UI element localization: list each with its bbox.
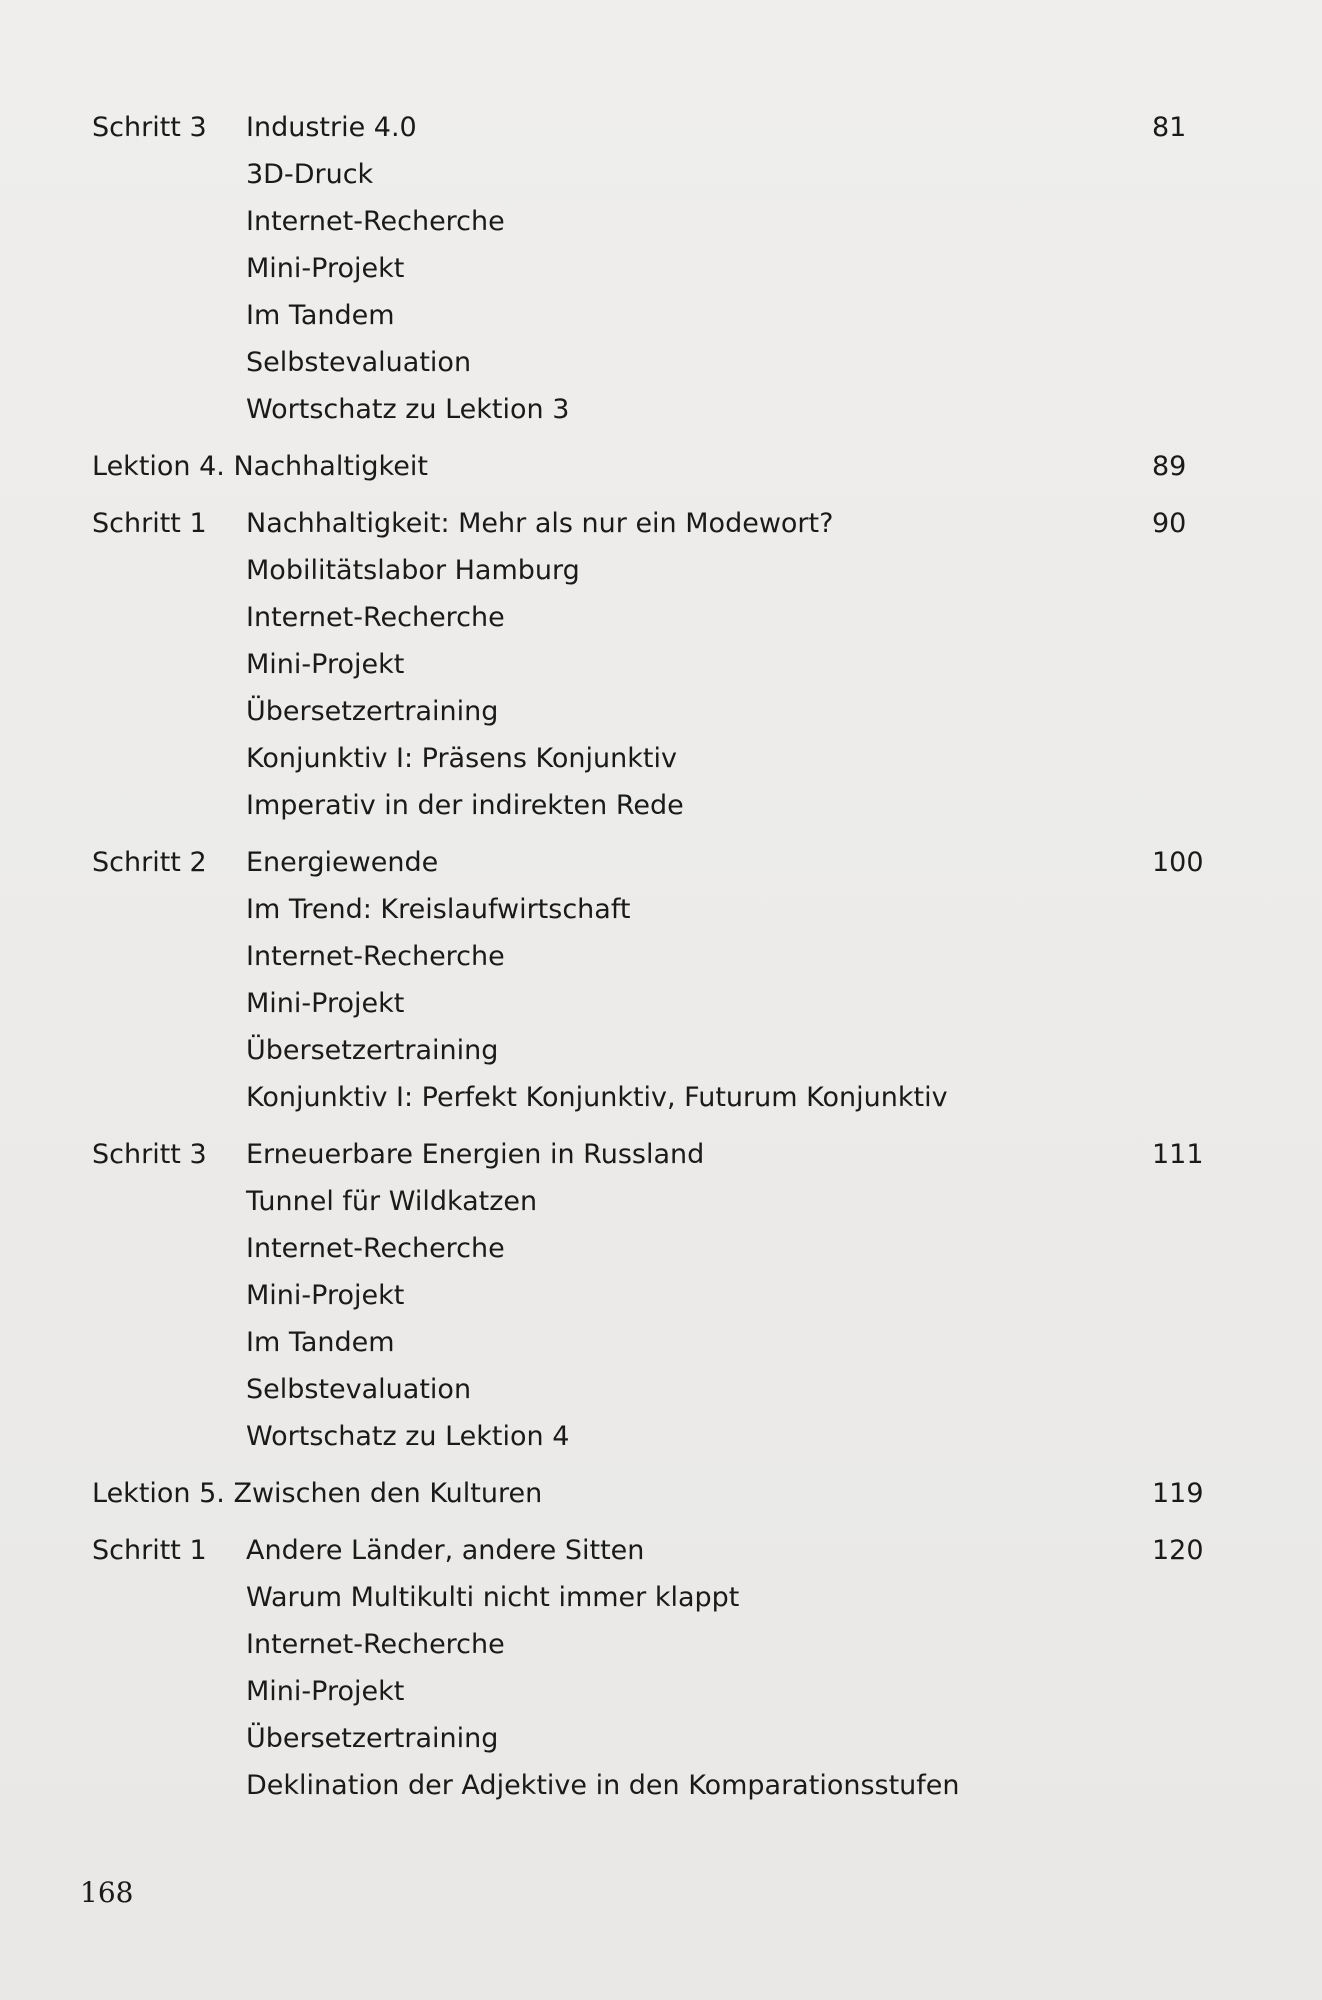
toc-item: Nachhaltigkeit: Mehr als nur ein Modewort? [246,508,834,539]
toc-item: Übersetzertraining [246,696,499,727]
toc-item: Andere Länder, andere Sitten [246,1535,645,1566]
toc-item: Internet-Recherche [246,206,505,237]
toc-item: Übersetzertraining [246,1723,499,1754]
toc-item: Internet-Recherche [246,941,505,972]
toc-item: Mini-Projekt [246,253,405,284]
toc-item: Internet-Recherche [246,1233,505,1264]
toc-item: Im Tandem [246,1327,395,1358]
toc-item: Imperativ in der indirekten Rede [246,790,684,821]
toc-item: Selbstevaluation [246,347,472,378]
toc-item: Mobilitätslabor Hamburg [246,555,580,586]
toc-item: Im Tandem [246,300,395,331]
toc-page-number: 100 [1152,847,1204,878]
toc-item: Im Trend: Kreislaufwirtschaft [246,894,631,925]
toc-item: 3D-Druck [246,159,374,190]
toc-item: Tunnel für Wildkatzen [246,1186,538,1217]
toc-item: Internet-Recherche [246,602,505,633]
step-label: Schritt 3 [92,1139,207,1170]
step-label: Schritt 3 [92,112,207,143]
toc-item: Wortschatz zu Lektion 3 [246,394,570,425]
page-number: 168 [80,1876,134,1909]
toc-item: Mini-Projekt [246,1280,405,1311]
toc-item: Wortschatz zu Lektion 4 [246,1421,570,1452]
toc-item: Mini-Projekt [246,1676,405,1707]
toc-page-number: 119 [1152,1478,1204,1509]
toc-page-number: 111 [1152,1139,1204,1170]
step-label: Schritt 1 [92,1535,207,1566]
toc-page-number: 89 [1152,451,1187,482]
toc-item: Erneuerbare Energien in Russland [246,1139,705,1170]
toc-page-number: 81 [1152,112,1187,143]
toc-page-number: 90 [1152,508,1187,539]
step-label: Schritt 1 [92,508,207,539]
toc-item: Übersetzertraining [246,1035,499,1066]
toc-item: Energiewende [246,847,439,878]
toc-item: Warum Multikulti nicht immer klappt [246,1582,740,1613]
toc-item: Konjunktiv I: Präsens Konjunktiv [246,743,677,774]
toc-item: Industrie 4.0 [246,112,417,143]
chapter-title: Lektion 5. Zwischen den Kulturen [92,1478,543,1509]
toc-item: Deklination der Adjektive in den Komparationsstufen [246,1770,960,1801]
toc-item: Mini-Projekt [246,649,405,680]
toc-item: Selbstevaluation [246,1374,472,1405]
toc-item: Konjunktiv I: Perfekt Konjunktiv, Futurum Konjunktiv [246,1082,948,1113]
toc-page-number: 120 [1152,1535,1204,1566]
toc-item: Internet-Recherche [246,1629,505,1660]
step-label: Schritt 2 [92,847,207,878]
toc-item: Mini-Projekt [246,988,405,1019]
chapter-title: Lektion 4. Nachhaltigkeit [92,451,428,482]
